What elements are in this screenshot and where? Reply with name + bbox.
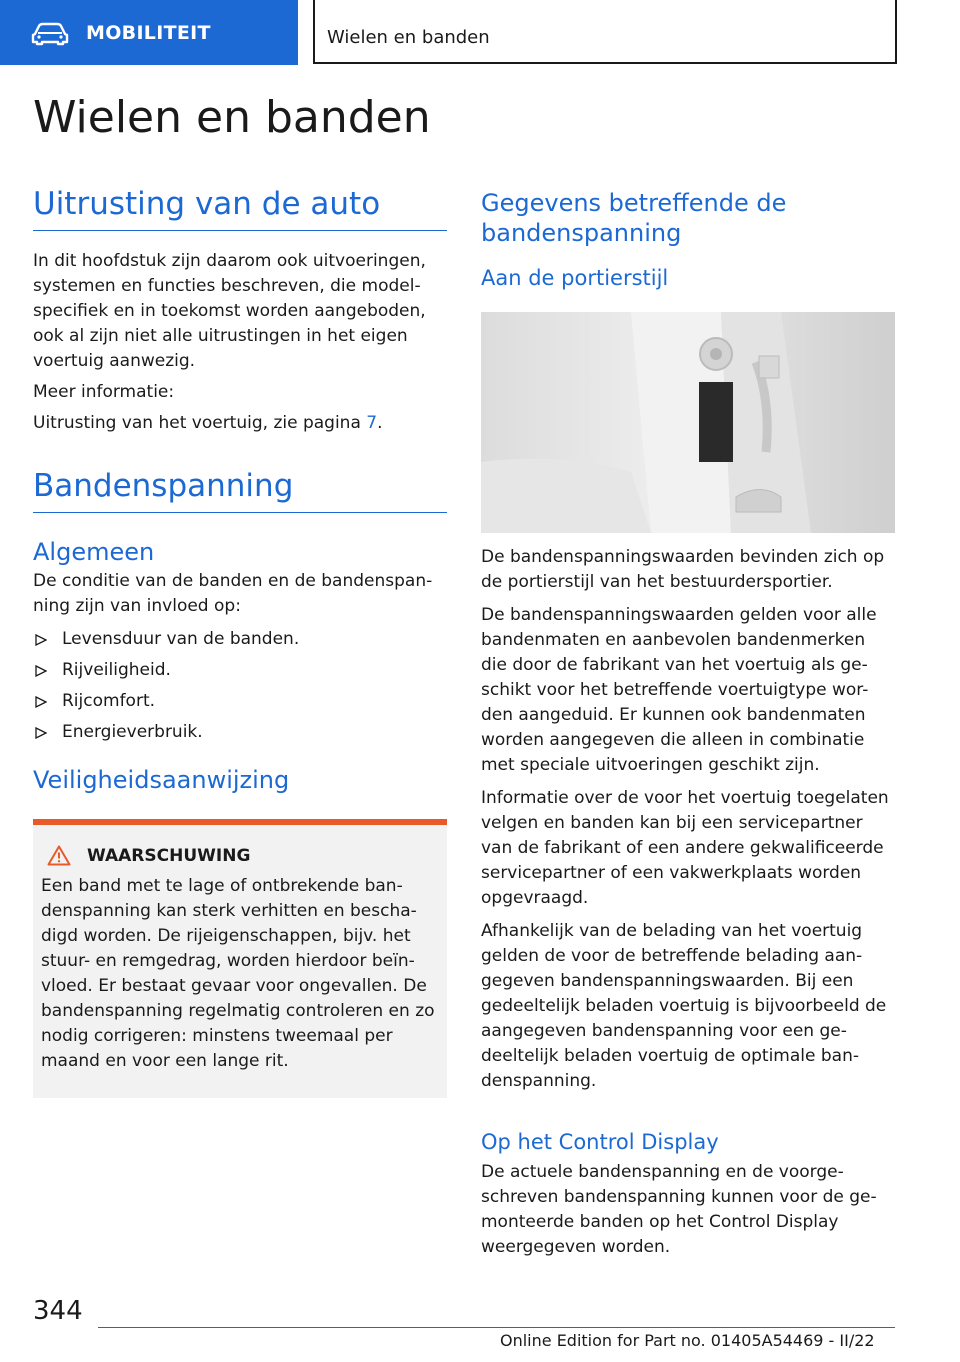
chapter-title: Wielen en banden bbox=[327, 27, 490, 48]
uitrusting-para-1: In dit hoofdstuk zijn daarom ook uitvoeringen, systemen en functies beschreven, die model-specifiek en in toekomst worden aangeboden, ook al zijn niet alle uitrustingen in het eigen voertuig aanwezig. bbox=[33, 251, 426, 371]
chapter-header bbox=[313, 0, 897, 64]
list-item: Rijcomfort. bbox=[33, 689, 447, 714]
influence-list bbox=[33, 627, 447, 745]
right-column bbox=[481, 188, 895, 1260]
list-item: Rijveiligheid. bbox=[33, 658, 447, 683]
section-tab[interactable] bbox=[0, 0, 298, 65]
portier-para-3: Informatie over de voor het voertuig toegelaten velgen en banden kan bij een servicepartner van de fabrikant of een andere gekwalificeerde servicepartner of een vakwerkplaats worden opgevraagd. bbox=[481, 788, 889, 908]
uitrusting-para-2: Meer informatie: bbox=[33, 382, 175, 402]
heading-bandenspanning: Bandenspanning bbox=[33, 468, 447, 513]
footer-divider bbox=[98, 1327, 895, 1328]
triangle-bullet-icon bbox=[35, 696, 47, 708]
portier-para-1: De bandenspanningswaarden bevinden zich op de portierstijl van het bestuurdersportier. bbox=[481, 547, 885, 592]
portier-para-2: De bandenspanningswaarden gelden voor alle bandenmaten en aanbevolen bandenmerken die door de fabrikant van het voertuig als ge-schikt voor het betreffende voertuigtype wor-den aangeduid. Er kunnen ook bandenmaten worden aangegeven die alleen in combinatie met speciale uitvoeringen geschikt zijn. bbox=[481, 605, 877, 775]
heading-veiligheid: Veiligheidsaanwijzing bbox=[33, 766, 290, 794]
page-title: Wielen en banden bbox=[33, 92, 431, 143]
heading-portierstijl: Aan de portierstijl bbox=[481, 266, 669, 290]
footer-edition: Online Edition for Part no. 01405A54469 - II/22 bbox=[500, 1331, 875, 1350]
triangle-bullet-icon bbox=[35, 665, 47, 677]
list-item: Levensduur van de banden. bbox=[33, 627, 447, 652]
warning-header bbox=[41, 845, 437, 866]
left-column bbox=[33, 186, 447, 1098]
triangle-bullet-icon bbox=[35, 727, 47, 739]
warning-text: Een band met te lage of ontbrekende ban-denspanning kan sterk verhitten en bescha-digd worden. De rijeigenschappen, bijv. het stuur- en remgedrag, worden hierdoor beïn-vloed. Er bestaat gevaar voor ongevallen. De bandenspanning regelmatig controleren en zo nodig corrigeren: minstens tweemaal per maand en voor een lange rit. bbox=[41, 876, 435, 1071]
heading-control-display: Op het Control Display bbox=[481, 1130, 719, 1154]
uitrusting-ref-text: Uitrusting van het voertuig, zie pagina bbox=[33, 413, 367, 433]
warning-label: WAARSCHUWING bbox=[87, 845, 251, 866]
section-label: MOBILITEIT bbox=[86, 21, 211, 44]
heading-gegevens: Gegevens betreffende de bandenspanning bbox=[481, 189, 787, 247]
list-item: Energieverbruik. bbox=[33, 720, 447, 745]
uitrusting-ref-end: . bbox=[377, 413, 383, 433]
algemeen-text: De conditie van de banden en de bandenspan-ning zijn van invloed op: bbox=[33, 571, 433, 616]
portier-para-4: Afhankelijk van de belading van het voertuig gelden de voor de betreffende belading aan-gegeven bandenspanningswaarden. Bij een gedeeltelijk beladen voertuig is bijvoorbeeld de aangegeven bandenspanning voor een ge-deeltelijk beladen voertuig de optimale ban-denspanning. bbox=[481, 921, 887, 1091]
uitrusting-para-3 bbox=[33, 411, 447, 436]
warning-box bbox=[33, 819, 447, 1098]
page-link[interactable]: 7 bbox=[366, 413, 378, 433]
page-number: 344 bbox=[33, 1296, 83, 1326]
door-pillar-photo bbox=[481, 312, 895, 533]
heading-uitrusting: Uitrusting van de auto bbox=[33, 186, 447, 231]
car-icon bbox=[30, 20, 70, 46]
warning-triangle-icon bbox=[47, 845, 71, 866]
triangle-bullet-icon bbox=[35, 634, 47, 646]
display-para-1: De actuele bandenspanning en de voorge-schreven bandenspanning kunnen voor de ge-monteerde banden op het Control Display weergegeven worden. bbox=[481, 1162, 877, 1257]
heading-algemeen: Algemeen bbox=[33, 538, 155, 566]
